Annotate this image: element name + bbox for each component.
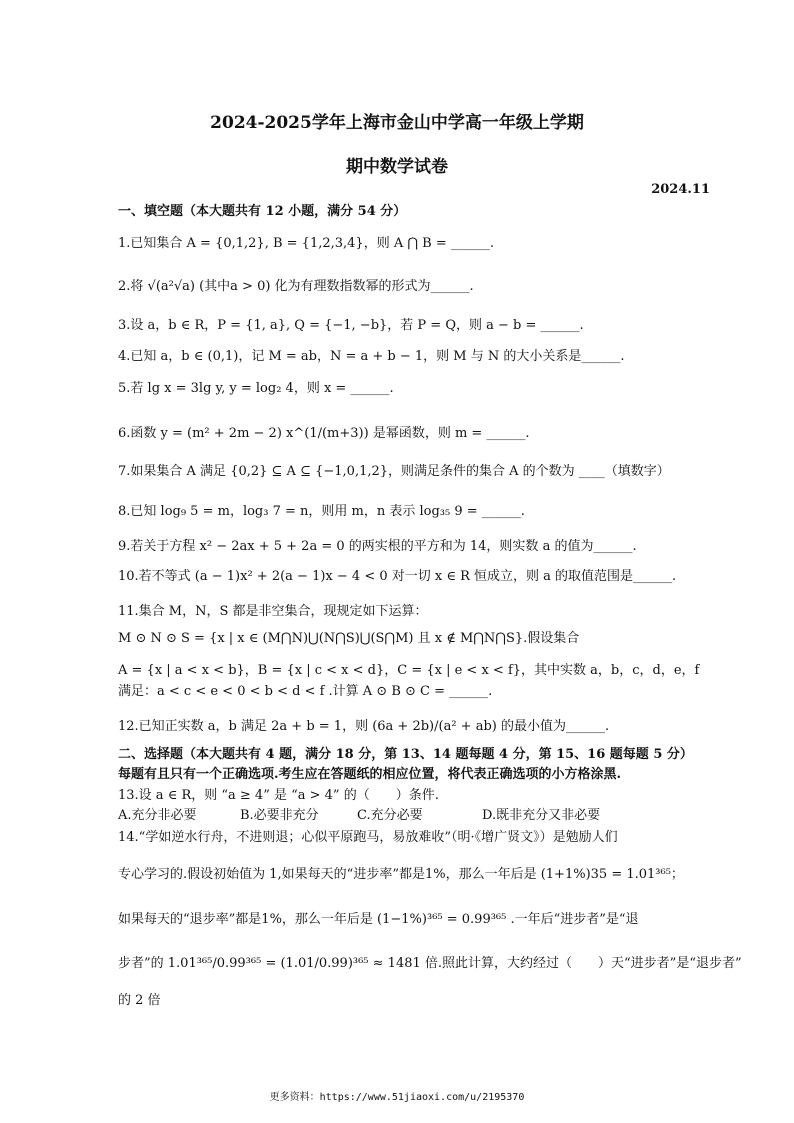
question-14-line1: 14.“学如逆水行舟，不进则退；心似平原跑马，易放难收”（明·《增广贤文》）是勉励人们 — [118, 830, 618, 845]
question-2: 2.将 √(a²√a) (其中a > 0) 化为有理数指数幂的形式为______. — [118, 279, 474, 294]
option-b: B.必要非充分 — [240, 808, 319, 823]
question-5: 5.若 lg x = 3lg y, y = log₂ 4，则 x = ______. — [118, 381, 394, 396]
section2-heading: 二、选择题（本大题共有 4 题，满分 18 分，第 13、14 题每题 4 分，第 15、16 题每题 5 分） — [118, 747, 693, 762]
question-7: 7.如果集合 A 满足 {0,2} ⊆ A ⊆ {−1,0,1,2}，则满足条件的集合 A 的个数为 ____（填数字） — [118, 464, 670, 479]
question-14-line5: 的 2 倍 — [118, 993, 161, 1008]
section1-heading: 一、填空题（本大题共有 12 小题，满分 54 分） — [118, 204, 407, 219]
question-10: 10.若不等式 (a − 1)x² + 2(a − 1)x − 4 < 0 对一切 x ∈ R 恒成立，则 a 的取值范围是______. — [118, 569, 677, 584]
question-11-line2: M ⊙ N ⊙ S = {x | x ∈ (M⋂N)⋃(N⋂S)⋃(S⋂M) 且 x ∉ M⋂N⋂S}.假设集合 — [118, 631, 580, 646]
question-13: 13.设 a ∈ R，则 “a ≥ 4” 是 “a > 4” 的（ ）条件. — [118, 788, 439, 803]
question-8: 8.已知 log₉ 5 = m，log₃ 7 = n，则用 m，n 表示 log₃₅ 9 = ______. — [118, 504, 525, 519]
question-13-options — [118, 807, 704, 825]
exam-date: 2024.11 — [651, 182, 710, 197]
question-1: 1.已知集合 A = {0,1,2}, B = {1,2,3,4}，则 A ⋂ B = ______. — [118, 236, 494, 251]
question-9: 9.若关于方程 x² − 2ax + 5 + 2a = 0 的两实根的平方和为 14，则实数 a 的值为______. — [118, 539, 637, 554]
question-14-line3: 如果每天的“退步率”都是1%，那么一年后是 (1−1%)³⁶⁵ = 0.99³⁶⁵ .一年后“进步者”是“退 — [118, 912, 639, 927]
question-3: 3.设 a，b ∈ R，P = {1, a}, Q = {−1, −b}，若 P = Q，则 a − b = ______. — [118, 318, 584, 333]
question-6: 6.函数 y = (m² + 2m − 2) x^(1/(m+3)) 是幂函数，则 m = ______. — [118, 426, 530, 441]
exam-subtitle: 期中数学试卷 — [346, 157, 448, 177]
question-4: 4.已知 a，b ∈ (0,1)，记 M = ab，N = a + b − 1，则 M 与 N 的大小关系是______. — [118, 349, 625, 364]
question-14-line4: 步者”的 1.01³⁶⁵/0.99³⁶⁵ = (1.01/0.99)³⁶⁵ ≈ 1481 倍.照此计算，大约经过（ ）天“进步者”是“退步者” — [118, 956, 742, 971]
section2-instructions: 每题有且只有一个正确选项.考生应在答题纸的相应位置，将代表正确选项的小方格涂黑. — [118, 767, 622, 782]
option-a: A.充分非必要 — [118, 808, 197, 823]
question-14-line2: 专心学习的.假设初始值为 1,如果每天的“进步率”都是1%，那么一年后是 (1+1%)35 = 1.01³⁶⁵； — [118, 867, 684, 882]
option-c: C.充分必要 — [357, 808, 423, 823]
question-11-line4: 满足：a < c < e < 0 < b < d < f .计算 A ⊙ B ⊙ C = ______. — [118, 684, 493, 699]
footer-link[interactable]: 更多资料：https://www.51jiaoxi.com/u/2195370 — [269, 1092, 525, 1103]
exam-title: 2024-2025学年上海市金山中学高一年级上学期 — [210, 113, 584, 133]
option-d: D.既非充分又非必要 — [482, 808, 601, 823]
question-12: 12.已知正实数 a，b 满足 2a + b = 1，则 (6a + 2b)/(a² + ab) 的最小值为______. — [118, 719, 610, 734]
question-11-line3: A = {x | a < x < b}，B = {x | c < x < d}，C = {x | e < x < f}，其中实数 a，b，c，d，e，f — [118, 663, 700, 678]
question-11-line1: 11.集合 M，N，S 都是非空集合，现规定如下运算： — [118, 604, 428, 619]
